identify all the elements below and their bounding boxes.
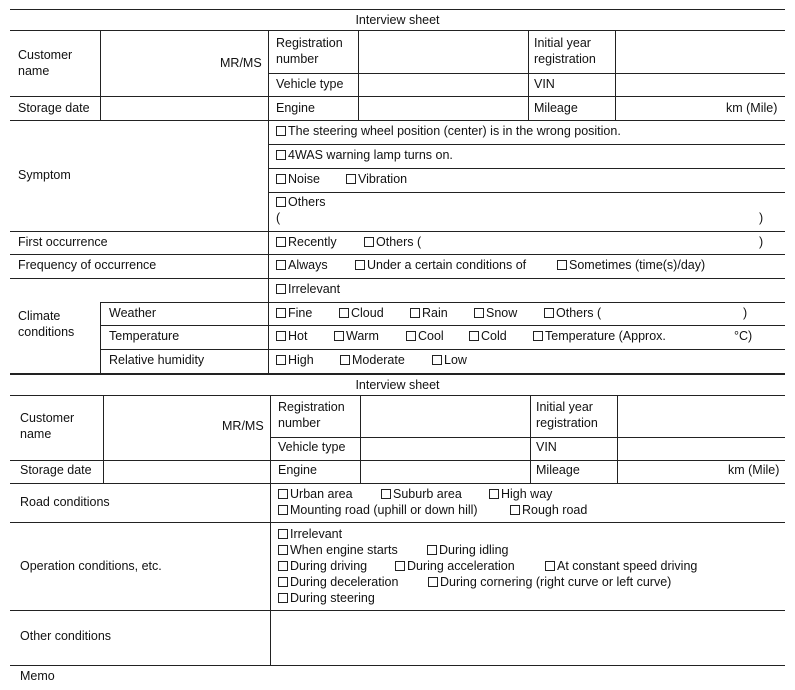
sheet-title: Interview sheet (10, 373, 785, 396)
hum-option-low[interactable]: Low (432, 352, 467, 368)
checkbox[interactable] (346, 174, 356, 184)
checkbox[interactable] (340, 355, 350, 365)
paren-close: ) (759, 211, 764, 225)
vehicle-type-label: Vehicle type (278, 440, 346, 454)
humidity-label: Relative humidity (109, 353, 205, 367)
road-option-highway[interactable]: High way (489, 486, 552, 502)
paren-close: ) (759, 235, 764, 249)
climate-option-irrelevant[interactable]: Irrelevant (276, 281, 340, 297)
temp-option-hot[interactable]: Hot (276, 328, 307, 344)
mileage-unit: km (Mile) (726, 101, 778, 115)
vin-label: VIN (534, 77, 555, 91)
climate-label: Climate conditions (18, 309, 75, 339)
checkbox[interactable] (410, 308, 420, 318)
temp-unit: °C) (734, 329, 753, 343)
storage-date-label: Storage date (20, 463, 92, 477)
checkbox[interactable] (469, 331, 479, 341)
first-option-others[interactable]: Others ( (364, 234, 421, 250)
initial-year-label: Initial year registration (536, 400, 598, 430)
checkbox[interactable] (544, 308, 554, 318)
checkbox[interactable] (276, 308, 286, 318)
checkbox[interactable] (278, 489, 288, 499)
checkbox[interactable] (276, 355, 286, 365)
checkbox[interactable] (278, 593, 288, 603)
customer-name-label: Customer name (20, 411, 75, 441)
weather-option-snow[interactable]: Snow (474, 305, 517, 321)
road-option-mounting[interactable]: Mounting road (uphill or down hill) (278, 502, 478, 518)
storage-date-label: Storage date (18, 101, 90, 115)
checkbox[interactable] (395, 561, 405, 571)
hum-option-high[interactable]: High (276, 352, 314, 368)
road-conditions-label: Road conditions (20, 495, 110, 509)
checkbox[interactable] (278, 577, 288, 587)
checkbox[interactable] (428, 577, 438, 587)
checkbox[interactable] (427, 545, 437, 555)
checkbox[interactable] (406, 331, 416, 341)
road-option-urban[interactable]: Urban area (278, 486, 353, 502)
mileage-unit: km (Mile) (728, 463, 780, 477)
symptom-option-4was[interactable]: 4WAS warning lamp turns on. (276, 147, 453, 163)
checkbox[interactable] (432, 355, 442, 365)
engine-label: Engine (278, 463, 317, 477)
op-option-deceleration[interactable]: During deceleration (278, 574, 398, 590)
checkbox[interactable] (381, 489, 391, 499)
freq-option-certain[interactable]: Under a certain conditions of (355, 257, 526, 273)
checkbox[interactable] (489, 489, 499, 499)
vin-label: VIN (536, 440, 557, 454)
checkbox[interactable] (276, 237, 286, 247)
freq-option-sometimes[interactable]: Sometimes (time(s)/day) (557, 257, 705, 273)
hum-option-moderate[interactable]: Moderate (340, 352, 405, 368)
symptom-option-others[interactable]: Others (276, 194, 326, 210)
weather-option-rain[interactable]: Rain (410, 305, 448, 321)
temp-option-cool[interactable]: Cool (406, 328, 444, 344)
op-option-constant[interactable]: At constant speed driving (545, 558, 697, 574)
checkbox[interactable] (276, 150, 286, 160)
checkbox[interactable] (276, 126, 286, 136)
weather-option-fine[interactable]: Fine (276, 305, 312, 321)
mileage-label: Mileage (534, 101, 578, 115)
first-option-recently[interactable]: Recently (276, 234, 337, 250)
op-option-steering[interactable]: During steering (278, 590, 375, 606)
interview-sheet-2 (10, 373, 785, 688)
registration-number-label: Registration number (276, 36, 343, 66)
symptom-option-vibration[interactable]: Vibration (346, 171, 407, 187)
paren-open: ( (276, 211, 281, 225)
interview-sheet-1 (10, 9, 785, 373)
op-option-irrelevant[interactable]: Irrelevant (278, 526, 342, 542)
road-option-suburb[interactable]: Suburb area (381, 486, 462, 502)
mr-ms-label: MR/MS (220, 56, 262, 70)
weather-label: Weather (109, 306, 157, 320)
temp-option-approx[interactable]: Temperature (Approx. (533, 328, 666, 344)
other-conditions-label: Other conditions (20, 629, 112, 643)
op-option-driving[interactable]: During driving (278, 558, 367, 574)
symptom-label: Symptom (18, 168, 71, 182)
checkbox[interactable] (278, 529, 288, 539)
op-option-cornering[interactable]: During cornering (right curve or left curve) (428, 574, 671, 590)
checkbox[interactable] (355, 260, 365, 270)
frequency-label: Frequency of occurrence (18, 258, 157, 272)
weather-option-others[interactable]: Others ( (544, 305, 601, 321)
vehicle-type-label: Vehicle type (276, 77, 344, 91)
temp-option-cold[interactable]: Cold (469, 328, 507, 344)
first-occurrence-label: First occurrence (18, 235, 108, 249)
checkbox[interactable] (474, 308, 484, 318)
checkbox[interactable] (364, 237, 374, 247)
checkbox[interactable] (276, 174, 286, 184)
sheet-title: Interview sheet (10, 9, 785, 31)
checkbox[interactable] (557, 260, 567, 270)
paren-close: ) (743, 306, 748, 320)
checkbox[interactable] (334, 331, 344, 341)
checkbox[interactable] (510, 505, 520, 515)
checkbox[interactable] (533, 331, 543, 341)
symptom-option-wheel[interactable]: The steering wheel position (center) is in the wrong position. (276, 123, 621, 139)
engine-label: Engine (276, 101, 315, 115)
symptom-option-noise[interactable]: Noise (276, 171, 320, 187)
temp-option-warm[interactable]: Warm (334, 328, 379, 344)
checkbox[interactable] (545, 561, 555, 571)
customer-name-label: Customer name (18, 48, 73, 78)
initial-year-label: Initial year registration (534, 36, 596, 66)
checkbox[interactable] (278, 545, 288, 555)
op-option-acceleration[interactable]: During acceleration (395, 558, 515, 574)
temperature-label: Temperature (109, 329, 180, 343)
checkbox[interactable] (276, 260, 286, 270)
checkbox[interactable] (278, 561, 288, 571)
mileage-label: Mileage (536, 463, 580, 477)
mr-ms-label: MR/MS (222, 419, 264, 433)
checkbox[interactable] (278, 505, 288, 515)
registration-number-label: Registration number (278, 400, 345, 430)
weather-option-cloud[interactable]: Cloud (339, 305, 384, 321)
checkbox[interactable] (276, 284, 286, 294)
checkbox[interactable] (339, 308, 349, 318)
operation-conditions-label: Operation conditions, etc. (20, 559, 162, 573)
checkbox[interactable] (276, 331, 286, 341)
freq-option-always[interactable]: Always (276, 257, 328, 273)
memo-label: Memo (20, 669, 55, 683)
op-option-engine-starts[interactable]: When engine starts (278, 542, 398, 558)
op-option-idling[interactable]: During idling (427, 542, 508, 558)
road-option-rough[interactable]: Rough road (510, 502, 587, 518)
checkbox[interactable] (276, 197, 286, 207)
